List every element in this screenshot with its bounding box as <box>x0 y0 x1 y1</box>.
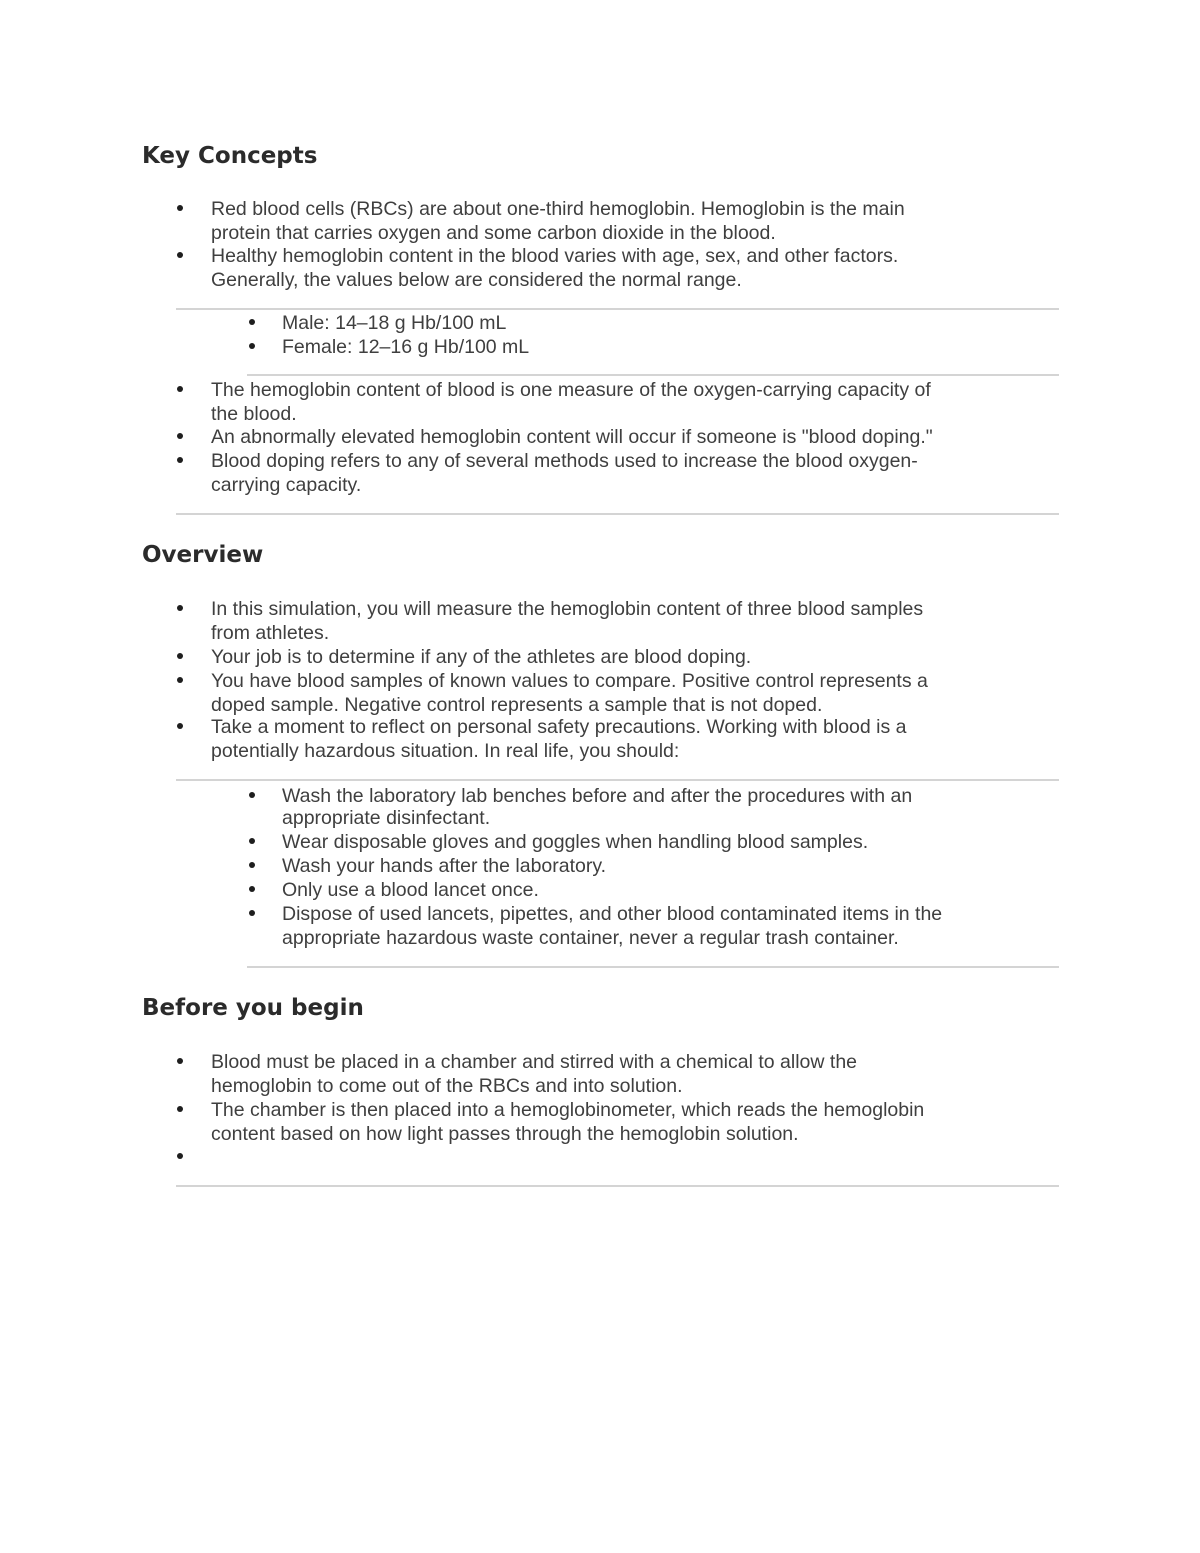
list-item-line: doped sample. Negative control represents a sample that is not doped. <box>211 694 823 716</box>
bullet <box>177 677 183 683</box>
bullet <box>177 1106 183 1112</box>
list-item-line: An abnormally elevated hemoglobin content will occur if someone is "blood doping." <box>211 426 933 448</box>
list-item-line: The hemoglobin content of blood is one measure of the oxygen-carrying capacity of <box>211 379 931 401</box>
bullet <box>177 386 183 392</box>
list-item-line: Generally, the values below are considered the normal range. <box>211 269 742 291</box>
sub-list-item: appropriate hazardous waste container, never a regular trash container. <box>282 927 899 949</box>
sub-list-item: Male: 14–18 g Hb/100 mL <box>282 312 507 334</box>
bullet <box>177 605 183 611</box>
list-item-line: Red blood cells (RBCs) are about one-third hemoglobin. Hemoglobin is the main <box>211 198 905 220</box>
bullet <box>177 457 183 463</box>
sub-list-item: Wash your hands after the laboratory. <box>282 855 607 877</box>
bullet <box>177 433 183 439</box>
sub-list-item: Only use a blood lancet once. <box>282 879 539 901</box>
divider <box>176 1185 1059 1187</box>
list-item-line: carrying capacity. <box>211 474 362 496</box>
list-item-line: from athletes. <box>211 622 330 644</box>
bullet <box>249 910 255 916</box>
bullet <box>177 723 183 729</box>
divider <box>247 966 1059 968</box>
list-item-line: the blood. <box>211 403 297 425</box>
list-item-line: Take a moment to reflect on personal safety precautions. Working with blood is a <box>211 716 907 738</box>
list-item-line: potentially hazardous situation. In real life, you should: <box>211 740 680 762</box>
bullet <box>177 653 183 659</box>
bullet <box>249 792 255 798</box>
bullet <box>249 838 255 844</box>
bullet <box>249 862 255 868</box>
bullet <box>177 1153 183 1159</box>
list-item-line: Healthy hemoglobin content in the blood varies with age, sex, and other factors. <box>211 245 899 267</box>
list-item-line: protein that carries oxygen and some carbon dioxide in the blood. <box>211 222 776 244</box>
list-item-line: hemoglobin to come out of the RBCs and into solution. <box>211 1075 683 1097</box>
list-item-line: The chamber is then placed into a hemoglobinometer, which reads the hemoglobin <box>211 1099 925 1121</box>
divider <box>176 308 1059 310</box>
list-item-line: In this simulation, you will measure the hemoglobin content of three blood samples <box>211 598 924 620</box>
bullet <box>177 1058 183 1064</box>
divider <box>176 513 1059 515</box>
list-item-line: Blood doping refers to any of several methods used to increase the blood oxygen- <box>211 450 918 472</box>
sub-list-item: Wear disposable gloves and goggles when handling blood samples. <box>282 831 869 853</box>
list-item-line: You have blood samples of known values to compare. Positive control represents a <box>211 670 928 692</box>
bullet <box>249 343 255 349</box>
heading-before-you-begin: Before you begin <box>142 995 364 1021</box>
bullet <box>177 252 183 258</box>
divider <box>176 779 1059 781</box>
heading-key-concepts: Key Concepts <box>142 143 318 169</box>
list-item-line: Blood must be placed in a chamber and stirred with a chemical to allow the <box>211 1051 858 1073</box>
sub-list-item: Wash the laboratory lab benches before and after the procedures with an <box>282 785 913 807</box>
bullet <box>249 319 255 325</box>
sub-list-item: Female: 12–16 g Hb/100 mL <box>282 336 530 358</box>
list-item-line: Your job is to determine if any of the athletes are blood doping. <box>211 646 752 668</box>
sub-list-item: appropriate disinfectant. <box>282 807 491 829</box>
list-item-line: content based on how light passes through the hemoglobin solution. <box>211 1123 799 1145</box>
bullet <box>249 886 255 892</box>
heading-overview: Overview <box>142 542 264 568</box>
bullet <box>177 205 183 211</box>
divider <box>247 374 1059 376</box>
sub-list-item: Dispose of used lancets, pipettes, and other blood contaminated items in the <box>282 903 943 925</box>
